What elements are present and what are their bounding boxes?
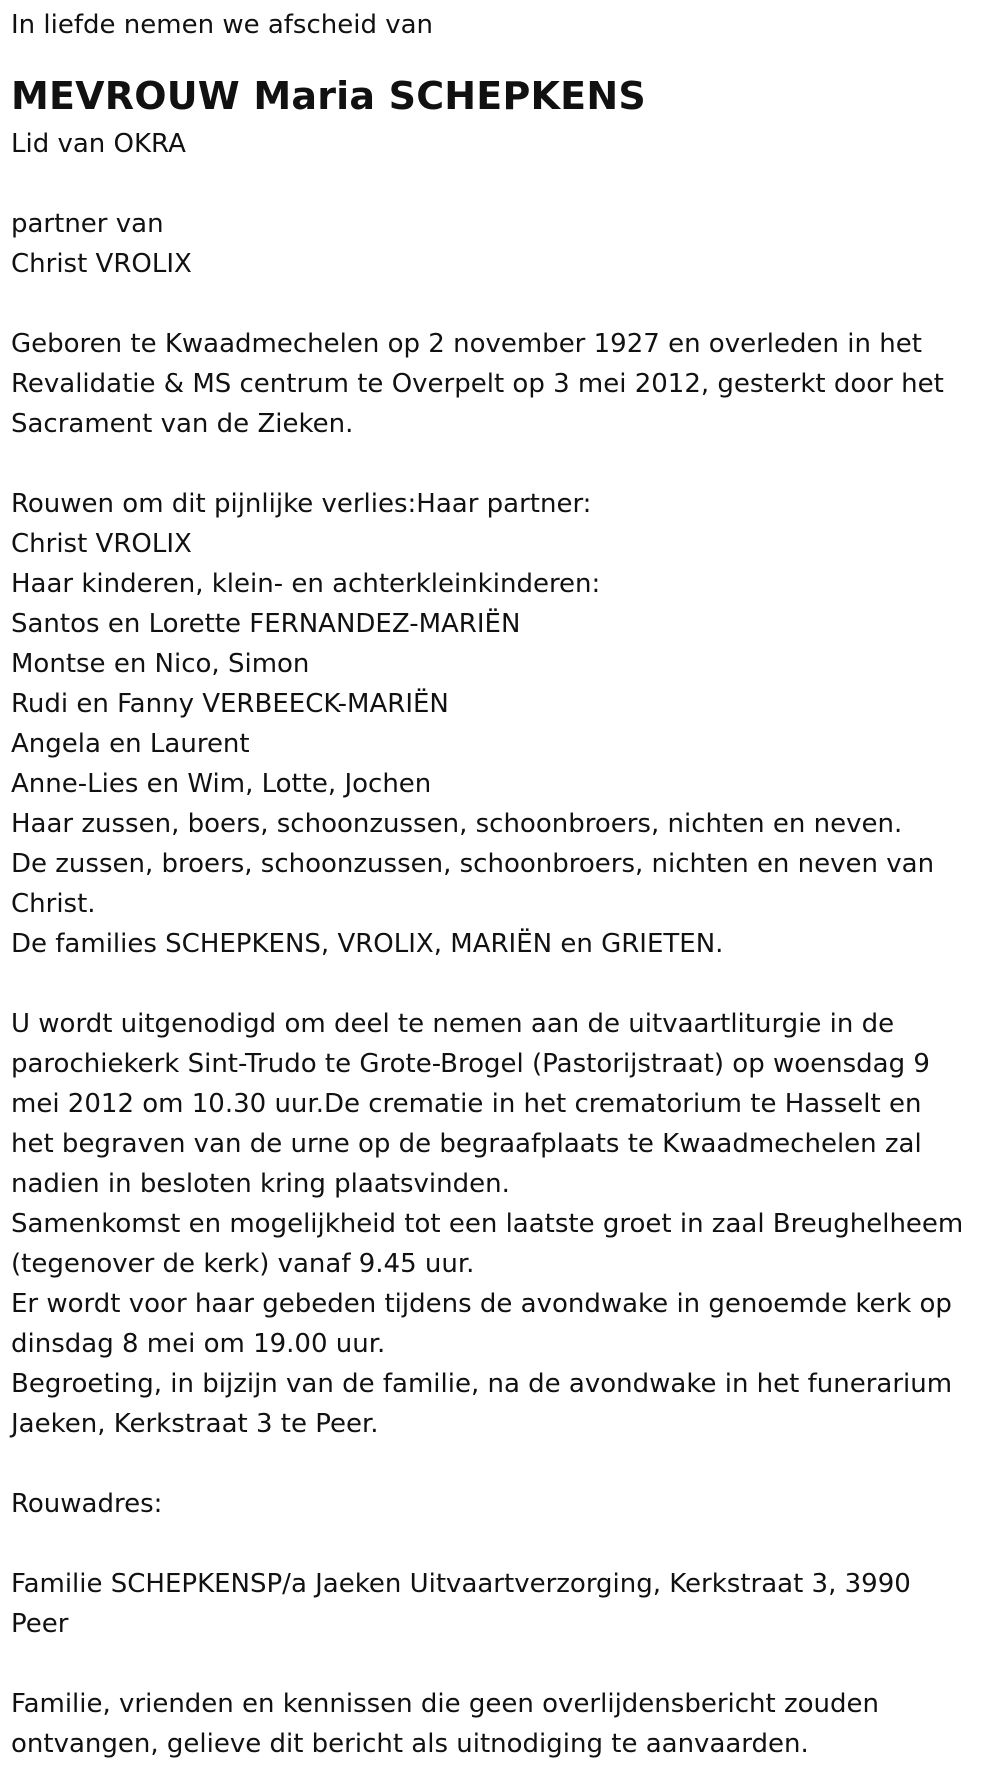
- mourner-line: Angela en Laurent: [11, 729, 250, 759]
- partner-label: partner van: [11, 209, 164, 239]
- mourner-line: Christ VROLIX: [11, 529, 192, 559]
- spacer: [11, 1444, 991, 1484]
- paragraph-line: ontvangen, gelieve dit bericht als uitnodiging te aanvaarden.: [11, 1729, 809, 1759]
- obituary-notice: [11, 0, 991, 1764]
- spacer: [11, 164, 991, 204]
- paragraph-line: parochiekerk Sint-Trudo te Grote-Brogel (Pastorijstraat) op woensdag 9: [11, 1049, 930, 1079]
- paragraph-line: Begroeting, in bijzijn van de familie, na de avondwake in het funerarium: [11, 1369, 953, 1399]
- closing-paragraph: [11, 1684, 991, 1764]
- spacer: [11, 444, 991, 484]
- mourner-line: Christ.: [11, 889, 96, 919]
- mourner-line: Haar kinderen, klein- en achterkleinkinderen:: [11, 569, 601, 599]
- service-paragraph: [11, 1004, 991, 1444]
- spacer: [11, 1644, 991, 1684]
- mourner-line: Haar zussen, boers, schoonzussen, schoonbroers, nichten en neven.: [11, 809, 903, 839]
- mourner-line: Anne-Lies en Wim, Lotte, Jochen: [11, 769, 432, 799]
- mourner-line: Santos en Lorette FERNANDEZ-MARIËN: [11, 609, 521, 639]
- mourner-line: De zussen, broers, schoonzussen, schoonbroers, nichten en neven van: [11, 849, 935, 879]
- paragraph-line: Familie, vrienden en kennissen die geen overlijdensbericht zouden: [11, 1689, 879, 1719]
- paragraph-line: Er wordt voor haar gebeden tijdens de avondwake in genoemde kerk op: [11, 1289, 952, 1319]
- mourner-line: Montse en Nico, Simon: [11, 649, 310, 679]
- paragraph-line: (tegenover de kerk) vanaf 9.45 uur.: [11, 1249, 475, 1279]
- mourner-line: De families SCHEPKENS, VROLIX, MARIËN en GRIETEN.: [11, 929, 724, 959]
- paragraph-line: het begraven van de urne op de begraafplaats te Kwaadmechelen zal: [11, 1129, 922, 1159]
- paragraph-line: Geboren te Kwaadmechelen op 2 november 1927 en overleden in het: [11, 329, 922, 359]
- paragraph-line: dinsdag 8 mei om 19.00 uur.: [11, 1329, 386, 1359]
- mourners-list: [11, 484, 991, 964]
- paragraph-line: Jaeken, Kerkstraat 3 te Peer.: [11, 1409, 379, 1439]
- birth-death-paragraph: [11, 324, 991, 444]
- address-line: Familie SCHEPKENSP/a Jaeken Uitvaartverzorging, Kerkstraat 3, 3990: [11, 1569, 911, 1599]
- mourning-address: [11, 1564, 991, 1644]
- mourner-line: Rouwen om dit pijnlijke verlies:Haar partner:: [11, 489, 592, 519]
- spacer: [11, 1524, 991, 1564]
- deceased-name: MEVROUW Maria SCHEPKENS: [11, 74, 646, 118]
- membership-text: Lid van OKRA: [11, 129, 186, 159]
- paragraph-line: Sacrament van de Zieken.: [11, 409, 354, 439]
- intro-text: In liefde nemen we afscheid van: [11, 10, 434, 40]
- mourner-line: Rudi en Fanny VERBEECK-MARIËN: [11, 689, 449, 719]
- spacer: [11, 284, 991, 324]
- paragraph-line: U wordt uitgenodigd om deel te nemen aan de uitvaartliturgie in de: [11, 1009, 895, 1039]
- address-line: Peer: [11, 1609, 69, 1639]
- paragraph-line: Samenkomst en mogelijkheid tot een laatste groet in zaal Breughelheem: [11, 1209, 964, 1239]
- paragraph-line: nadien in besloten kring plaatsvinden.: [11, 1169, 510, 1199]
- address-label: Rouwadres:: [11, 1489, 163, 1519]
- spacer: [11, 964, 991, 1004]
- partner-name: Christ VROLIX: [11, 249, 192, 279]
- paragraph-line: Revalidatie & MS centrum te Overpelt op 3 mei 2012, gesterkt door het: [11, 369, 944, 399]
- paragraph-line: mei 2012 om 10.30 uur.De crematie in het crematorium te Hasselt en: [11, 1089, 922, 1119]
